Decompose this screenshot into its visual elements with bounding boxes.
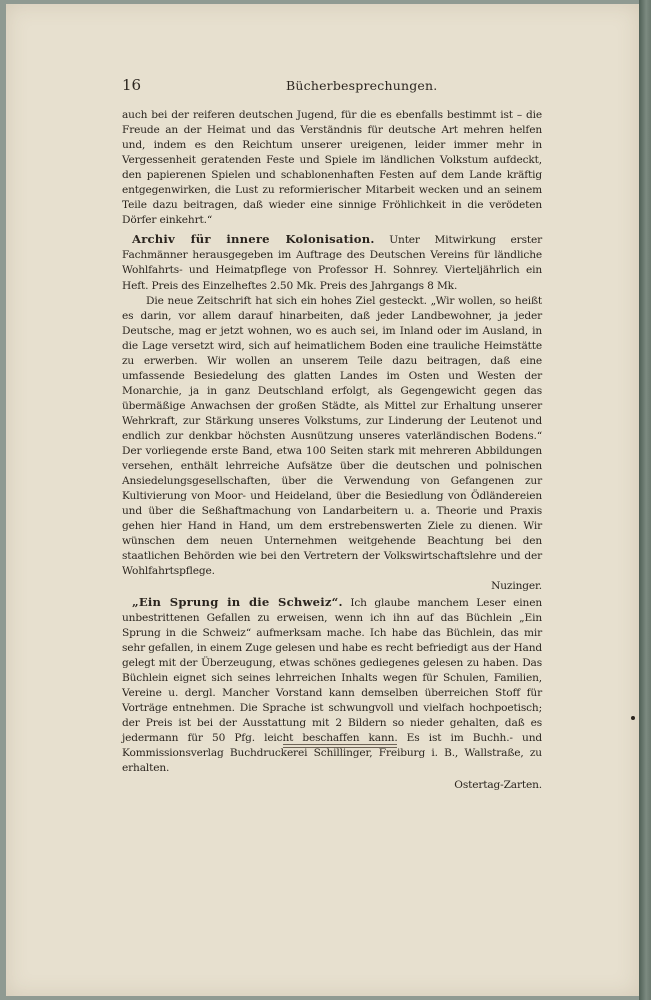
page-edge-shadow	[639, 0, 651, 1000]
review-sprung-body: Ich glaube manchem Leser einen unbestrittenen Gefallen zu erweisen, wenn ich ihn auf das Büchlein „Ein Sprung in die Schweiz“ aufmerksam mache. Ich habe das Büchlein, das mir sehr gefallen, in einem Zuge gelesen und habe es recht befriedigt aus der Hand gelegt mit der Überzeugung, etwas schönes gediegenes gelesen zu haben. Das Büchlein eignet sich seines lehrreichen Inhalts wegen für Schulen, Familien, Vereine u. dergl. Mancher Vorstand kann demselben überreichen Stoff für Vorträge entnehmen. Die Sprache ist schwungvoll und vielfach hochpoetisch; der Preis ist bei der Ausstattung mit 2 Bildern so nieder gehalten, daß es jedermann für 50 Pfg. leicht beschaffen kann. Es ist im Buchh.- und Kommissionsverlag Buchdruckerei Schillinger, Freiburg i. B., Wallstraße, zu erhalten.	[122, 596, 542, 775]
review-sprung-title: „Ein Sprung in die Schweiz“.	[132, 594, 343, 609]
page-body	[122, 108, 542, 793]
review-archiv-details: Unter Mitwirkung erster Fachmänner herausgegeben im Auftrage des Deutschen Vereins für ländliche Wohlfahrts- und Heimatpflege von Professor H. Sohnrey. Vierteljährlich ein Heft. Preis des Einzelheftes 2.50 Mk. Preis des Jahrgangs 8 Mk.	[122, 234, 542, 292]
section-divider-top	[283, 744, 397, 745]
running-title: Bücherbesprechungen.	[286, 78, 438, 93]
review-sprung-signature: Ostertag-Zarten.	[454, 779, 542, 792]
review-archiv-signature: Nuzinger.	[491, 580, 542, 593]
review-sprung-paragraph	[122, 595, 542, 777]
review-archiv-body: Die neue Zeitschrift hat sich ein hohes Ziel gesteckt. „Wir wollen, so heißt es darin, vor allem darauf hinarbeiten, daß jeder Landbewohner, ja jeder Deutsche, mag er jetzt wohnen, wo es auch sei, im Inland oder im Ausland, in die Lage versetzt wird, sich auf heimatlichem Boden eine trauliche Heimstätte zu erwerben. Wir wollen an unserem Teile dazu beitragen, daß eine umfassende Besiedelung des glatten Landes im Osten und Westen der Monarchie, ja in ganz Deutschland erfolgt, als Gegengewicht gegen das übermäßige Anwachsen der großen Städte, als Mittel zur Erhaltung unserer Wehrkraft, zur Stärkung unseres Volkstums, zur Linderung der Leutenot und endlich zur denkbar höchsten Ausnützung unseres vaterländischen Bodens.“ Der vorliegende erste Band, etwa 100 Seiten stark mit mehreren Abbildungen versehen, enthält lehrreiche Aufsätze über die deutschen und polnischen Ansiedelungsgesellschaften, über die Verwendung von Gefangenen zur Kultivierung von Moor- und Heideland, über die Besiedlung von Ödländereien und über die Seßhaftmachung von Landarbeitern u. a. Theorie und Praxis gehen hier Hand in Hand, um dem erstrebenswerten Ziele zu dienen. Wir wünschen dem neuen Unternehmen weitgehende Beachtung bei den staatlichen Behörden wie bei den Vertretern der Volkswirtschaftslehre und der Wohlfahrtspflege.	[122, 294, 542, 578]
ink-speck	[631, 716, 635, 720]
intro-paragraph: auch bei der reiferen deutschen Jugend, für die es ebenfalls bestimmt ist – die Freude an der Heimat und das Verständnis für deutsche Art mehren helfen und, indem es den Reichtum unserer ureigenen, leider immer mehr in Vergessenheit geratenden Feste und Spiele im ländlichen Volkstum aufdeckt, den papierenen Spielen und schablonenhaften Festen auf dem Lande kräftig entgegenwirken, die Lust zu reformierischer Mitarbeit wecken und an seinem Teile dazu beitragen, daß wieder eine sinnige Fröhlichkeit in die verödeten Dörfer einkehrt.“	[122, 109, 542, 227]
review-archiv-title: Archiv für innere Kolonisation.	[132, 232, 375, 247]
page-number: 16	[122, 76, 142, 94]
page-header	[122, 76, 542, 98]
review-archiv-header	[122, 232, 542, 293]
section-divider-bottom	[283, 747, 397, 748]
